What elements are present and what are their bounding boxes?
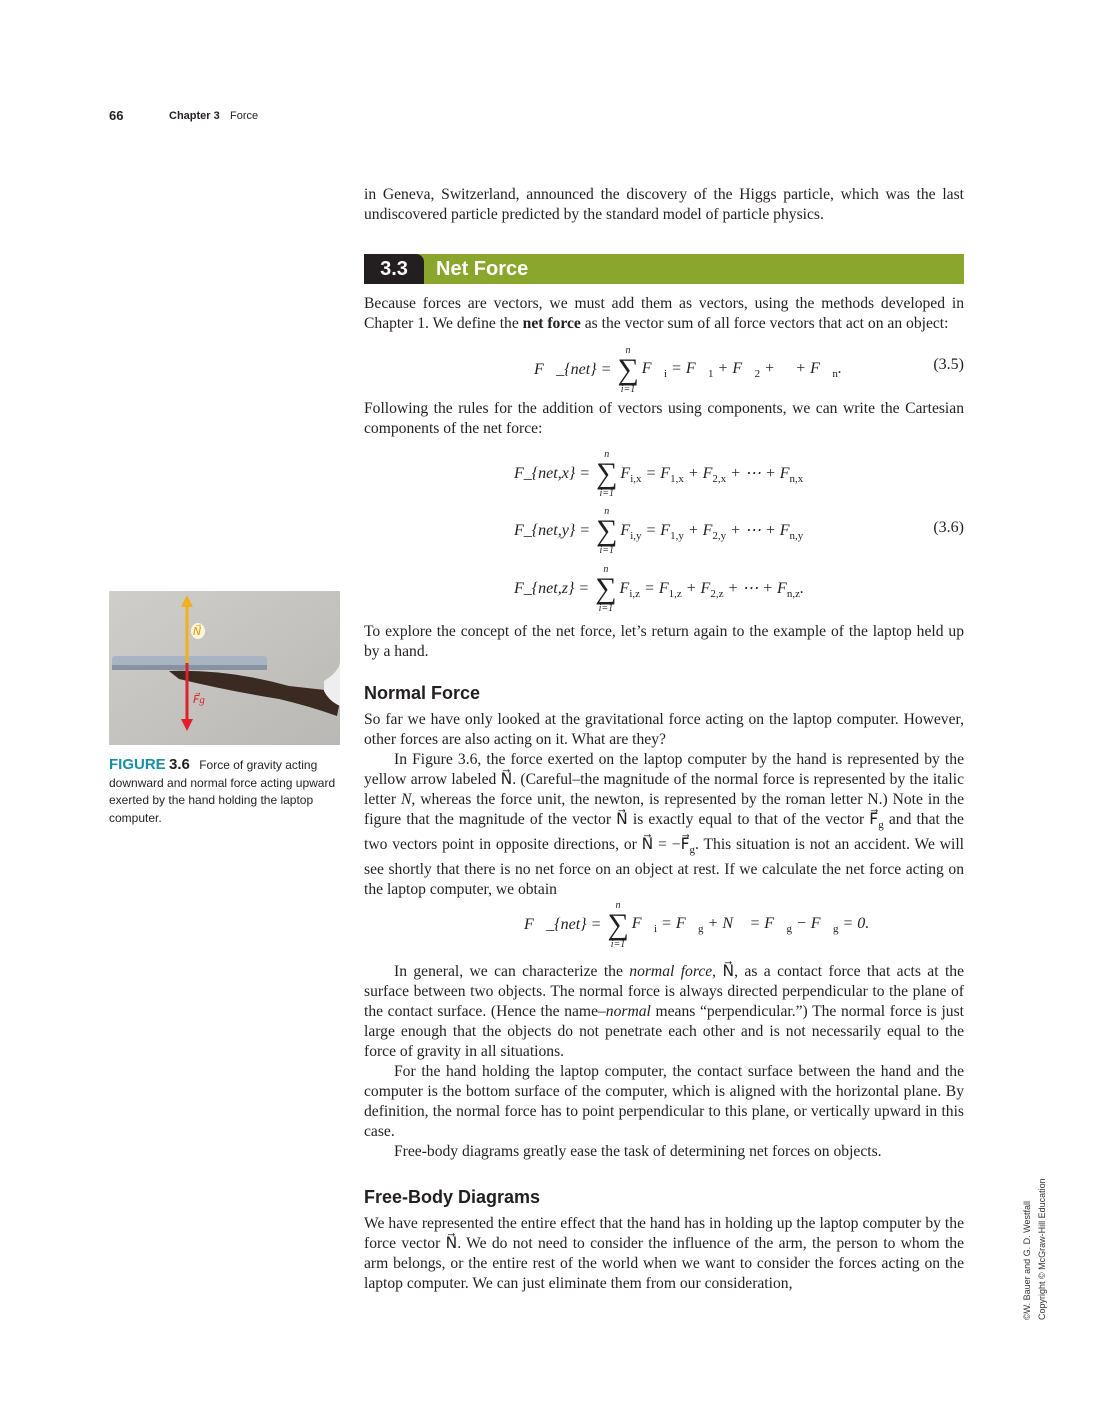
- equation-lhs: F_{net,x} =: [514, 465, 591, 482]
- paragraph-because: Because forces are vectors, we must add them as vectors, using the methods developed in Chapter 1. We define the net force as the vector sum of all force vectors that act on an object:: [364, 295, 964, 332]
- paragraph-following: Following the rules for the addition of vectors using components, we can write the Cartesian components of the net force:: [364, 400, 964, 437]
- equation-line-z: [514, 564, 804, 614]
- figure-laptop-photo: [109, 591, 340, 745]
- normal-force-text: [364, 710, 964, 900]
- summation-symbol: [617, 345, 638, 395]
- equation-3-5: [364, 345, 964, 393]
- section-title: Net Force: [436, 258, 529, 280]
- equation-line-x: [514, 449, 803, 499]
- figure-caption: [109, 756, 344, 827]
- summation-symbol: [595, 564, 616, 614]
- summation-symbol: [596, 506, 617, 556]
- paragraph-explore: To explore the concept of the net force, let’s return again to the example of the laptop held up by a hand.: [364, 623, 964, 660]
- chapter-name: Force: [230, 110, 259, 122]
- equation-body: [524, 900, 869, 950]
- equation-rhs: $F_{i,x} = F_{1,x} + F_{2,x}$ + ⋯ + $F_{n,x}$: [620, 464, 804, 486]
- equation-lhs: F_{net,z} =: [514, 580, 590, 597]
- paragraph: For the hand holding the laptop computer, the contact surface between the hand and the computer is the bottom surface of the computer, which is aligned with the horizontal plane. By definition, the normal force has to point perpendicular to this plane, or vertically upward in this case.: [364, 1063, 964, 1140]
- sum-upper-limit: n: [603, 564, 609, 575]
- sigma-symbol: ∑: [596, 514, 618, 547]
- equation-number: (3.5): [933, 356, 964, 373]
- sum-lower-limit: i=1: [599, 488, 614, 499]
- page-number: 66: [109, 108, 124, 123]
- sigma-symbol: ∑: [607, 908, 629, 941]
- equation-rhs: $F⃗_i$ = $F⃗_1$ + $F⃗_2$ + ⋯ + $F⃗_n$.: [641, 359, 842, 381]
- equation-lhs: F⃗_{net} =: [524, 916, 602, 933]
- sum-lower-limit: i=1: [610, 939, 626, 950]
- figure-number: 3.6: [169, 756, 190, 773]
- label-fg: F⃗g: [193, 694, 205, 706]
- sigma-symbol: ∑: [595, 572, 617, 605]
- equation-rhs: $F⃗_i$ = $F⃗_g$ + N⃗ = $F⃗_g$ − $F⃗_g = 0$.: [631, 914, 870, 936]
- sum-upper-limit: n: [615, 900, 621, 911]
- equation-lhs: F⃗_{net} =: [534, 361, 612, 378]
- paragraph-free-body: We have represented the entire effect that the hand has in holding up the laptop computer by the force vector N⃗. We do not need to consider the influence of the arm, the person to whom the arm belongs, or the entire rest of the world when we want to consider the forces acting on the laptop computer. We can just eliminate them from our consideration,: [364, 1215, 964, 1292]
- sum-lower-limit: i=1: [620, 384, 636, 395]
- equation-number: (3.6): [933, 519, 964, 536]
- paragraph: So far we have only looked at the gravitational force acting on the laptop computer. However, other forces are also acting on it. What are they?: [364, 711, 964, 748]
- paragraph: Free-body diagrams greatly ease the task of determining net forces on objects.: [394, 1143, 882, 1160]
- summation-symbol: [596, 449, 617, 499]
- label-n: N⃗: [193, 626, 202, 638]
- sigma-symbol: ∑: [596, 457, 618, 490]
- section-heading: [364, 254, 964, 284]
- credit-authors: ©W. Bauer and G. D. Westfall: [1022, 1200, 1032, 1320]
- equation-net-force-zero: [364, 900, 964, 948]
- summation-symbol: [607, 900, 628, 950]
- equation-body: [534, 345, 842, 395]
- equation-rhs: $F_{i,z} = F_{1,z} + F_{2,z}$ + ⋯ + $F_{n,z}$.: [619, 579, 804, 601]
- copyright-credit: [1020, 1130, 1050, 1320]
- paragraph: In general, we can characterize the normal force, N⃗, as a contact force that acts at the surface between two objects. The normal force is always directed perpendicular to the plane of the contact surface. (Hence the name–normal means “perpendicular.”) The normal force is just large enough that the objects do not penetrate each other and is not necessarily equal to the force of gravity in all situations.: [364, 963, 964, 1060]
- sum-upper-limit: n: [625, 345, 631, 356]
- chapter-label: Chapter 3: [169, 110, 220, 122]
- section-number: 3.3: [364, 254, 424, 284]
- paragraph: In Figure 3.6, the force exerted on the laptop computer by the hand is represented by the yellow arrow labeled N⃗. (Careful–the magnitude of the normal force is represented by the italic letter N, whereas the force unit, the newton, is represented by the roman letter N.) Note in the figure that the magnitude of the vector N⃗ is exactly equal to that of the vector $F⃗_g$ and that the two vectors point in opposite directions, or N⃗ = $-F⃗_g$. This situation is not an accident. We will see shortly that there is no net force on an object at rest. If we calculate the net force acting on the laptop computer, we obtain: [364, 751, 965, 899]
- subheading-normal-force: Normal Force: [364, 683, 481, 703]
- sigma-symbol: ∑: [617, 353, 639, 386]
- sum-upper-limit: n: [604, 449, 610, 460]
- caption-text: Force of gravity acting downward and normal force acting upward exerted by the hand holding the laptop computer.: [109, 758, 336, 825]
- sum-lower-limit: i=1: [598, 603, 614, 614]
- equation-line-y: [514, 506, 803, 556]
- figure-label: FIGURE: [109, 756, 166, 773]
- equation-3-6: [364, 449, 964, 614]
- equation-rhs: $F_{i,y} = F_{1,y} + F_{2,y}$ + ⋯ + $F_{n,y}$: [620, 521, 804, 543]
- credit-publisher: Copyright © McGraw-Hill Education: [1037, 1178, 1047, 1320]
- equation-lhs: F_{net,y} =: [514, 522, 591, 539]
- sum-upper-limit: n: [604, 506, 610, 517]
- sum-lower-limit: i=1: [599, 545, 614, 556]
- normal-force-text-2: [364, 962, 964, 1162]
- subheading-free-body: Free-Body Diagrams: [364, 1187, 541, 1207]
- intro-paragraph: in Geneva, Switzerland, announced the discovery of the Higgs particle, which was the last undiscovered particle predicted by the standard model of particle physics.: [364, 186, 964, 223]
